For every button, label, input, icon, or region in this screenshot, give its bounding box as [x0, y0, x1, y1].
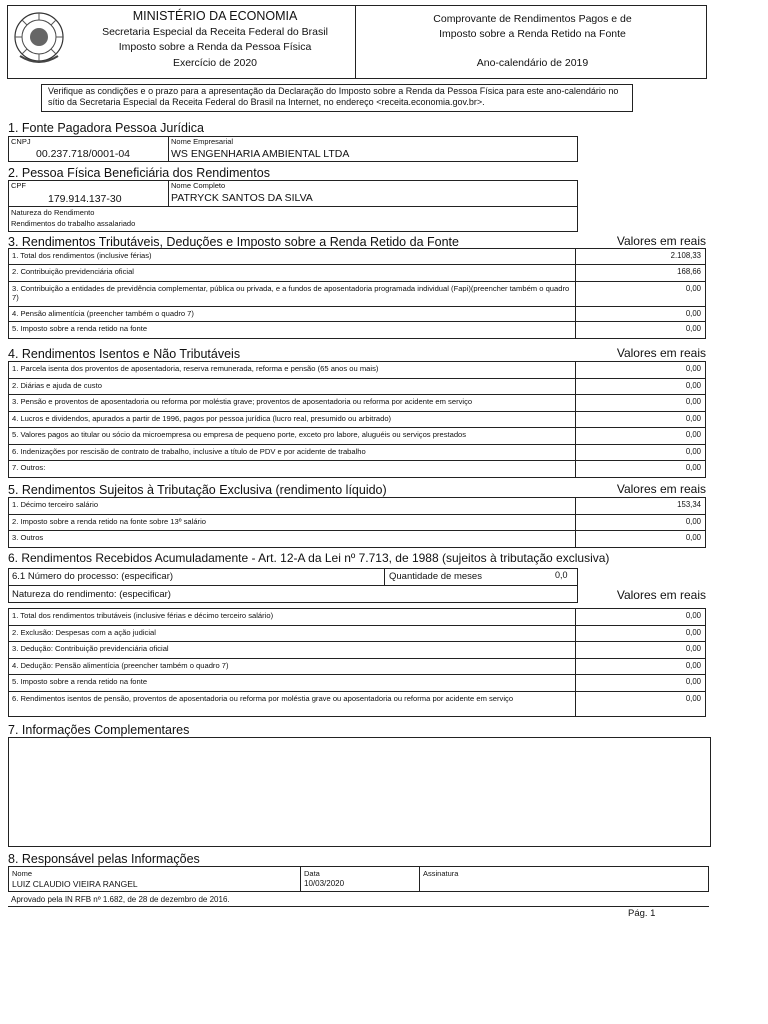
section-5-title: 5. Rendimentos Sujeitos à Tributação Exclusiva (rendimento líquido): [8, 483, 387, 497]
footer-rule: [8, 906, 709, 907]
nome-completo-label: Nome Completo: [171, 181, 226, 190]
table-row: 2. Diárias e ajuda de custo 0,00: [9, 379, 705, 395]
section-4-table: [8, 361, 706, 478]
responsavel-nome-label: Nome: [12, 869, 33, 878]
coat-of-arms-seal: [12, 10, 66, 68]
page-number: Pág. 1: [628, 908, 656, 919]
natureza-label: Natureza do rendimento: (especificar): [12, 589, 171, 600]
cnpj-label: CNPJ: [11, 137, 31, 146]
section-3-table: [8, 248, 706, 339]
table-row: 6. Indenizações por rescisão de contrato de trabalho, inclusive a título de PDV e por acidente de trabalho 0,00: [9, 445, 705, 461]
table-row: 1. Total dos rendimentos (inclusive férias) 2.108,33: [9, 249, 705, 265]
table-row: 1. Décimo terceiro salário 153,34: [9, 498, 705, 515]
table-row: 6. Rendimentos isentos de pensão, proventos de aposentadoria ou reforma por moléstia grave ou aposentadoria ou reforma por acidente em serviço 0,00: [9, 692, 705, 716]
section-6-valores-label: Valores em reais: [616, 588, 706, 602]
section-7-title: 7. Informações Complementares: [8, 723, 190, 737]
responsavel-divider-1: [300, 866, 301, 892]
table-row: 1. Parcela isenta dos proventos de aposentadoria, reserva remunerada, reforma e pensão (65 anos ou mais) 0,00: [9, 362, 705, 379]
ministry-name: MINISTÉRIO DA ECONOMIA: [132, 9, 298, 23]
natureza-rendimento-label: Natureza do Rendimento: [11, 208, 95, 217]
notice-text: Verifique as condições e o prazo para a apresentação da Declaração do Imposto sobre a Renda da Pessoa Física para este ano-calendário no sítio da Secretaria Especial da Receita Federal do Brasil na Internet, no endereço <receita.economia.gov.br>.: [48, 86, 619, 107]
ano-calendario: Ano-calendário de 2019: [476, 57, 589, 69]
aprovado-text: Aprovado pela IN RFB nº 1.682, de 28 de dezembro de 2016.: [11, 895, 230, 904]
section-2-divider: [168, 180, 169, 207]
section-6-header-rule: [8, 585, 578, 586]
section-5-table: [8, 497, 706, 548]
table-row: 3. Contribuição a entidades de previdência complementar, pública ou privada, e a fundos de aposentadoria programada individual (Fapi)(preencher também o quadro 7) 0,00: [9, 282, 705, 307]
processo-label: 6.1 Número do processo: (especificar): [12, 571, 174, 582]
responsavel-nome-value: LUIZ CLAUDIO VIEIRA RANGEL: [12, 879, 138, 889]
nome-empresarial-value: WS ENGENHARIA AMBIENTAL LTDA: [171, 148, 350, 160]
data-value: 10/03/2020: [304, 879, 345, 888]
table-row: 3. Outros 0,00: [9, 531, 705, 547]
document-title-line1: Comprovante de Rendimentos Pagos e de: [433, 13, 632, 25]
section-6-header-divider: [384, 568, 385, 585]
quantidade-meses-label: Quantidade de meses: [389, 571, 482, 582]
table-row: 5. Imposto sobre a renda retido na fonte 0,00: [9, 322, 705, 338]
section-6-title: 6. Rendimentos Recebidos Acumuladamente - Art. 12-A da Lei nº 7.713, de 1988 (sujeitos à tributação exclusiva): [8, 551, 610, 565]
table-row: 1. Total dos rendimentos tributáveis (inclusive férias e décimo terceiro salário) 0,00: [9, 609, 705, 626]
informacoes-complementares-box: [8, 737, 711, 847]
table-row: 2. Exclusão: Despesas com a ação judicial 0,00: [9, 626, 705, 642]
cnpj-value: 00.237.718/0001-04: [36, 148, 131, 160]
table-row: 3. Dedução: Contribuição previdenciária oficial 0,00: [9, 642, 705, 659]
document-title-line2: Imposto sobre a Renda Retido na Fonte: [439, 28, 626, 40]
section-1-divider: [168, 136, 169, 162]
nome-completo-value: PATRYCK SANTOS DA SILVA: [171, 192, 313, 204]
section-4-valores-label: Valores em reais: [616, 346, 706, 360]
section-1-title: 1. Fonte Pagadora Pessoa Jurídica: [8, 121, 204, 135]
nome-empresarial-label: Nome Empresarial: [171, 137, 234, 146]
table-row: 7. Outros: 0,00: [9, 461, 705, 477]
secretaria-name: Secretaria Especial da Receita Federal do Brasil: [102, 26, 328, 38]
section-8-title: 8. Responsável pelas Informações: [8, 852, 200, 866]
assinatura-label: Assinatura: [423, 869, 459, 878]
section-2-rule: [8, 206, 578, 207]
section-2-title: 2. Pessoa Física Beneficiária dos Rendimentos: [8, 166, 270, 180]
section-3-title: 3. Rendimentos Tributáveis, Deduções e Imposto sobre a Renda Retido da Fonte: [8, 235, 459, 249]
natureza-rendimento-value: Rendimentos do trabalho assalariado: [11, 219, 136, 228]
header-divider: [355, 5, 356, 79]
section-4-title: 4. Rendimentos Isentos e Não Tributáveis: [8, 347, 241, 361]
exercicio-label: Exercício de 2020: [172, 57, 258, 69]
cpf-value: 179.914.137-30: [48, 193, 122, 205]
table-row: 4. Dedução: Pensão alimentícia (preencher também o quadro 7) 0,00: [9, 659, 705, 675]
responsavel-divider-2: [419, 866, 420, 892]
section-6-table: [8, 608, 706, 717]
section-5-valores-label: Valores em reais: [616, 482, 706, 496]
data-label: Data: [304, 869, 320, 878]
section-3-valores-label: Valores em reais: [616, 234, 706, 248]
table-row: 4. Lucros e dividendos, apurados a partir de 1996, pagos por pessoa jurídica (lucro real, presumido ou arbitrado) 0,00: [9, 412, 705, 428]
quantidade-meses-value: 0,0: [555, 570, 568, 580]
imposto-label: Imposto sobre a Renda da Pessoa Física: [118, 41, 312, 53]
table-row: 5. Valores pagos ao titular ou sócio da microempresa ou empresa de pequeno porte, exceto pro labore, aluguéis ou serviços prestados 0,00: [9, 428, 705, 445]
table-row: 2. Imposto sobre a renda retido na fonte sobre 13º salário 0,00: [9, 515, 705, 531]
table-row: 3. Pensão e proventos de aposentadoria ou reforma por moléstia grave; proventos de aposentadoria ou reforma por acidente em serviço 0,00: [9, 395, 705, 412]
table-row: 2. Contribuição previdenciária oficial 168,66: [9, 265, 705, 282]
table-row: 5. Imposto sobre a renda retido na fonte 0,00: [9, 675, 705, 692]
cpf-label: CPF: [11, 181, 26, 190]
table-row: 4. Pensão alimentícia (preencher também o quadro 7) 0,00: [9, 307, 705, 322]
